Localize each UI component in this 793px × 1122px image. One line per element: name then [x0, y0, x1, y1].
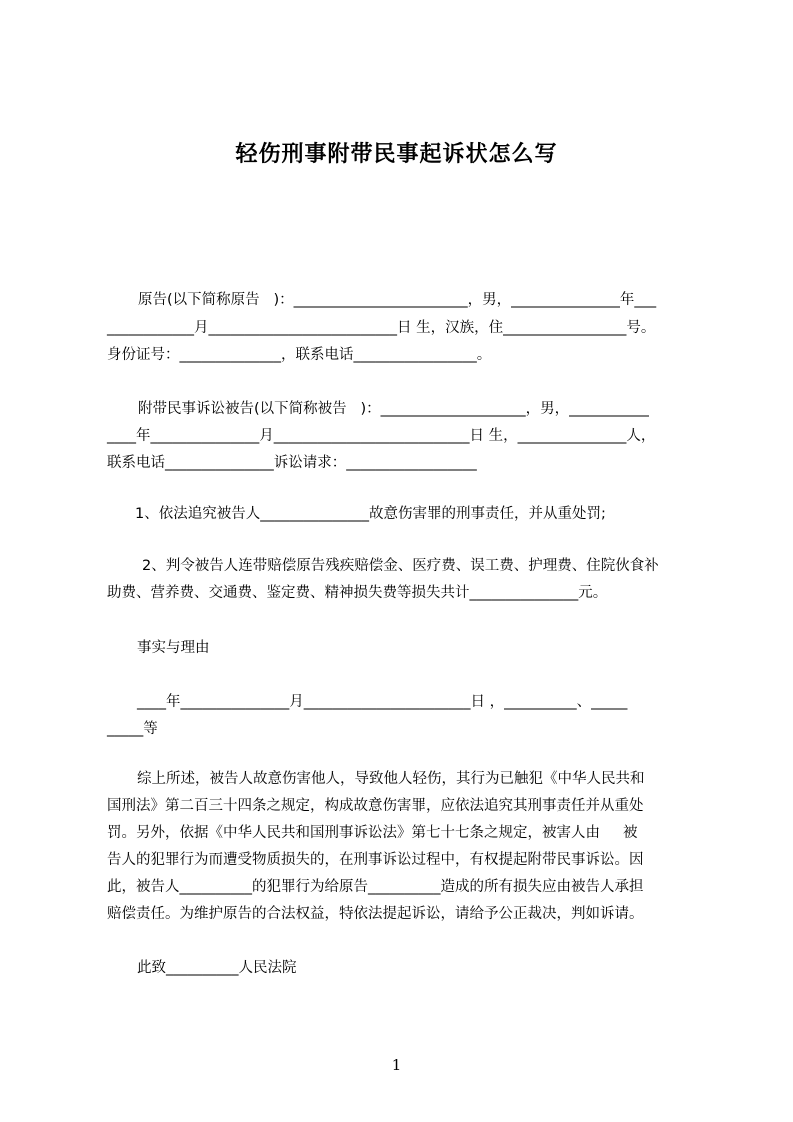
- closing-line: 此致__________人民法院: [137, 960, 297, 976]
- summary-line-3: 罚。另外，依据《中华人民共和国刑事诉讼法》第七十七条之规定，被害人由 被: [107, 825, 638, 841]
- defendant-line-3: 联系电话_______________诉讼请求：__________________: [107, 455, 477, 471]
- document-title: 轻伤刑事附带民事起诉状怎么写: [235, 142, 558, 167]
- plaintiff-line-3: 身份证号：______________，联系电话_________________。: [107, 347, 492, 363]
- page-number: 1: [391, 1056, 402, 1074]
- facts-heading: 事实与理由: [137, 640, 210, 656]
- request-item-2-line-1: 2、判令被告人连带赔偿原告残疾赔偿金、医疗费、误工费、护理费、住院伙食补: [142, 558, 659, 574]
- summary-line-2: 国刑法》第二百三十四条之规定，构成故意伤害罪，应依法追究其刑事责任并从重处: [107, 798, 644, 814]
- summary-line-1: 综上所述，被告人故意伤害他人，导致他人轻伤，其行为已触犯《中华人民共和: [137, 771, 645, 787]
- plaintiff-line-2: ____________月__________________________日 生，汉族，住_________________号。: [107, 320, 656, 336]
- request-item-2-line-2: 助费、营养费、交通费、鉴定费、精神损失费等损失共计_______________元。: [107, 585, 608, 601]
- summary-line-6: 赔偿责任。为维护原告的合法权益，特依法提起诉讼，请给予公正裁决，判如诉请。: [107, 906, 644, 922]
- facts-line-2: _____等: [107, 721, 158, 737]
- summary-line-5: 此，被告人__________的犯罪行为给原告__________造成的所有损失应由被告人承担: [107, 879, 644, 895]
- defendant-line-2: ____年_______________月___________________________日 生，_______________人，: [107, 428, 656, 444]
- summary-line-4: 告人的犯罪行为而遭受物质损失的，在刑事诉讼过程中，有权提起附带民事诉讼。因: [107, 852, 644, 868]
- plaintiff-line-1: 原告(以下简称原告 )：________________________，男，_______________年___: [138, 292, 657, 308]
- request-item-1: 1、依法追究被告人_______________故意伤害罪的刑事责任，并从重处罚;: [135, 506, 606, 522]
- defendant-line-1: 附带民事诉讼被告(以下简称被告 )：____________________，男，___________: [138, 401, 649, 417]
- facts-line-1: ____年_______________月_______________________日 ，__________、_____: [137, 694, 628, 710]
